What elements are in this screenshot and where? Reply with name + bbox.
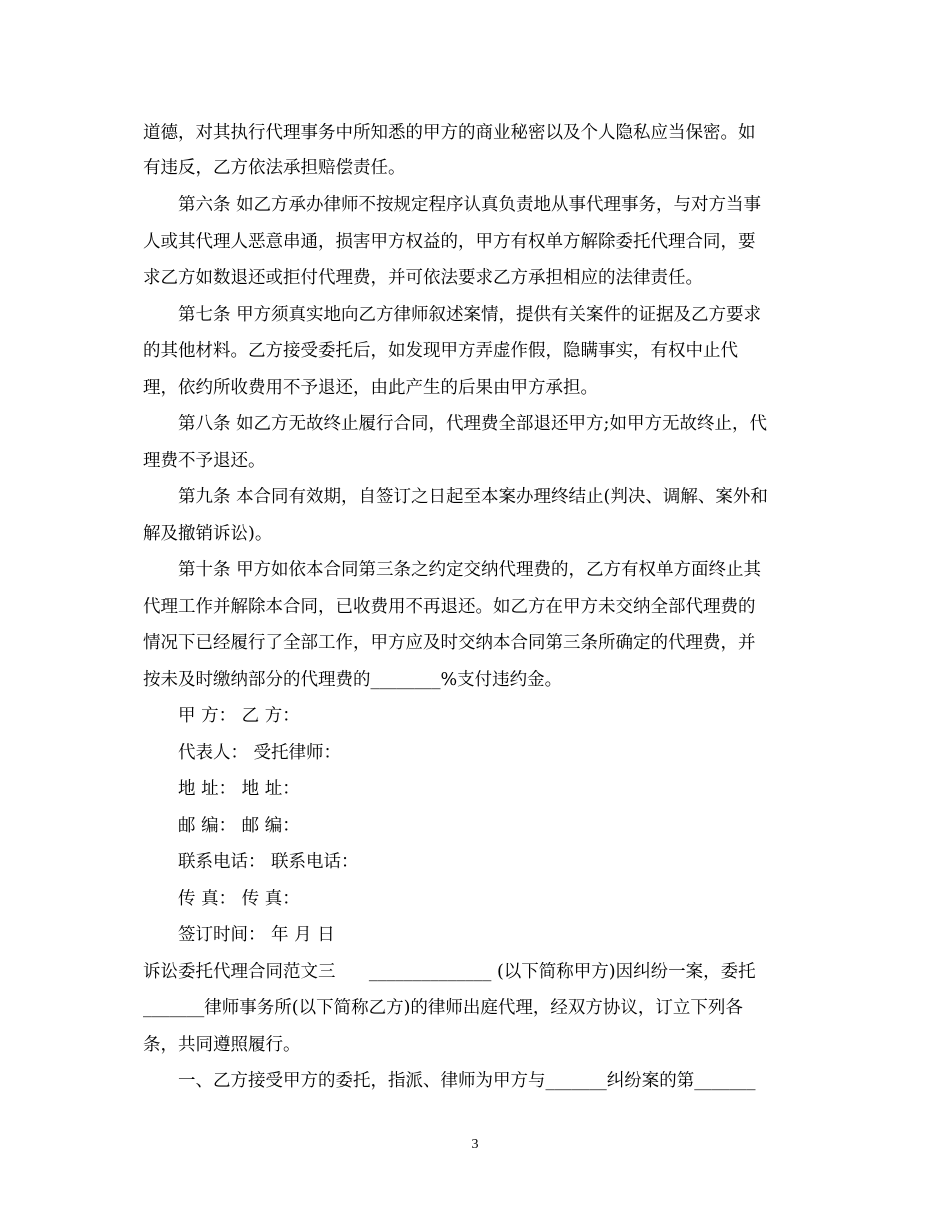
article-10-line-3: 情况下已经履行了全部工作，甲方应及时交纳本合同第三条所确定的代理费，并 (143, 633, 756, 653)
representative-labels: 代表人： 受托律师： (178, 743, 342, 763)
article-6-line-3: 求乙方如数退还或拒付代理费，并可依法要求乙方承担相应的法律责任。 (143, 268, 703, 288)
postcode-labels: 邮 编： 邮 编： (178, 816, 300, 836)
article-7-line-1: 第七条 甲方须真实地向乙方律师叙述案情，提供有关案件的证据及乙方要求 (178, 305, 762, 325)
body-line-1: 道德，对其执行代理事务中所知悉的甲方的商业秘密以及个人隐私应当保密。如 (143, 123, 756, 143)
article-7-line-3: 理，依约所收费用不予退还，由此产生的后果由甲方承担。 (143, 378, 598, 398)
clause-one-line-1: 一、乙方接受甲方的委托，指派、律师为甲方与_______纠纷案的第_______ (178, 1071, 756, 1091)
article-8-line-2: 理费不予退还。 (143, 451, 266, 471)
contract-three-line-2: _______律师事务所(以下简称乙方)的律师出庭代理，经双方协议，订立下列各 (143, 998, 743, 1018)
article-8-line-1: 第八条 如乙方无故终止履行合同，代理费全部退还甲方;如甲方无故终止，代 (178, 414, 767, 434)
article-6-line-2: 人或其代理人恶意串通，损害甲方权益的，甲方有权单方解除委托代理合同，要 (143, 232, 756, 252)
party-labels: 甲 方： 乙 方： (178, 706, 300, 726)
article-6-line-1: 第六条 如乙方承办律师不按规定程序认真负责地从事代理事务，与对方当事 (178, 195, 762, 215)
article-10-line-2: 代理工作并解除本合同，已收费用不再退还。如乙方在甲方未交纳全部代理费的 (143, 597, 756, 617)
article-10-line-4: 按未及时缴纳部分的代理费的________%支付违约金。 (143, 670, 563, 690)
fax-labels: 传 真： 传 真： (178, 889, 300, 909)
contract-three-line-1: 诉讼委托代理合同范文三 ______________ (以下简称甲方)因纠纷一案，委托 (143, 962, 756, 982)
body-line-2: 有违反，乙方依法承担赔偿责任。 (143, 158, 406, 178)
signing-date-label: 签订时间： 年 月 日 (178, 925, 335, 945)
article-9-line-1: 第九条 本合同有效期，自签订之日起至本案办理终结止(判决、调解、案外和 (178, 487, 768, 507)
article-9-line-2: 解及撤销诉讼)。 (143, 524, 273, 544)
article-10-line-1: 第十条 甲方如依本合同第三条之约定交纳代理费的，乙方有权单方面终止其 (178, 560, 762, 580)
address-labels: 地 址： 地 址： (178, 779, 300, 799)
article-7-line-2: 的其他材料。乙方接受委托后，如发现甲方弄虚作假，隐瞒事实，有权中止代 (143, 341, 738, 361)
phone-labels: 联系电话： 联系电话： (178, 852, 359, 872)
contract-three-line-3: 条，共同遵照履行。 (143, 1035, 301, 1055)
page-number: 3 (471, 1137, 479, 1152)
